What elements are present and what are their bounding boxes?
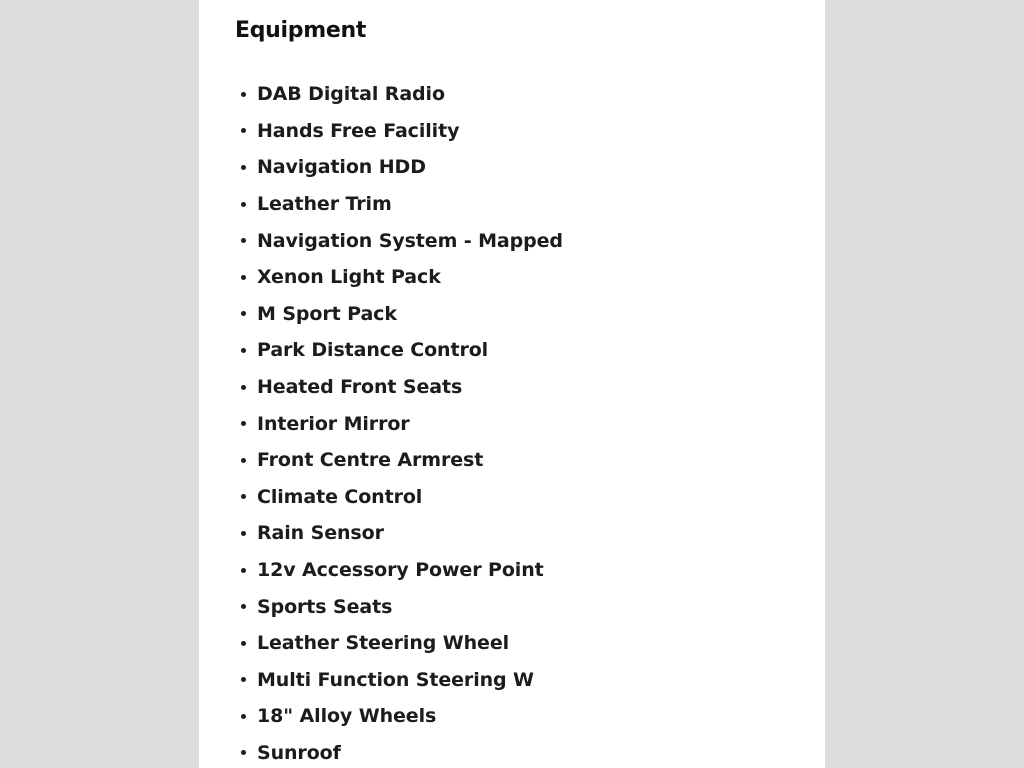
- bullet-icon: [241, 750, 246, 755]
- list-item-label: Rain Sensor: [257, 522, 384, 545]
- list-item: [237, 625, 563, 662]
- bullet-icon: [241, 458, 246, 463]
- list-item-label: Sunroof: [257, 741, 341, 764]
- list-item: [237, 332, 563, 369]
- list-item: [237, 552, 563, 589]
- bullet-icon: [241, 238, 246, 243]
- list-item-label: Hands Free Facility: [257, 119, 460, 142]
- bullet-icon: [241, 421, 246, 426]
- list-item: [237, 113, 563, 150]
- bullet-icon: [241, 385, 246, 390]
- list-item-label: Xenon Light Pack: [257, 266, 441, 289]
- list-item: [237, 369, 563, 406]
- list-item: [237, 662, 563, 699]
- list-item-label: Leather Trim: [257, 193, 392, 216]
- bullet-icon: [241, 604, 246, 609]
- bullet-icon: [241, 568, 246, 573]
- list-item: [237, 698, 563, 735]
- list-item: [237, 186, 563, 223]
- list-item: [237, 588, 563, 625]
- bullet-icon: [241, 494, 246, 499]
- list-item-label: Sports Seats: [257, 595, 393, 618]
- list-item-label: Navigation System - Mapped: [257, 229, 563, 252]
- list-item-label: DAB Digital Radio: [257, 83, 445, 106]
- bullet-icon: [241, 275, 246, 280]
- list-item-label: M Sport Pack: [257, 302, 397, 325]
- list-item: [237, 442, 563, 479]
- bullet-icon: [241, 677, 246, 682]
- list-item: [237, 405, 563, 442]
- bullet-icon: [241, 128, 246, 133]
- list-item-label: Park Distance Control: [257, 339, 489, 362]
- list-item-label: 12v Accessory Power Point: [257, 559, 544, 582]
- list-item-label: Navigation HDD: [257, 156, 426, 179]
- section-title: Equipment: [235, 18, 367, 43]
- bullet-icon: [241, 641, 246, 646]
- list-item: [237, 149, 563, 186]
- bullet-icon: [241, 92, 246, 97]
- list-item-label: Leather Steering Wheel: [257, 632, 510, 655]
- bullet-icon: [241, 165, 246, 170]
- bullet-icon: [241, 202, 246, 207]
- list-item: [237, 515, 563, 552]
- equipment-panel: [199, 0, 825, 768]
- list-item: [237, 222, 563, 259]
- list-item: [237, 479, 563, 516]
- bullet-icon: [241, 311, 246, 316]
- equipment-list: [237, 76, 563, 768]
- list-item-label: Front Centre Armrest: [257, 449, 484, 472]
- list-item: [237, 76, 563, 113]
- bullet-icon: [241, 531, 246, 536]
- bullet-icon: [241, 714, 246, 719]
- list-item: [237, 259, 563, 296]
- list-item: [237, 296, 563, 333]
- list-item-label: Heated Front Seats: [257, 376, 463, 399]
- bullet-icon: [241, 348, 246, 353]
- list-item-label: Climate Control: [257, 485, 423, 508]
- list-item-label: Multi Function Steering W: [257, 668, 534, 691]
- list-item-label: Interior Mirror: [257, 412, 410, 435]
- list-item: [237, 735, 563, 768]
- list-item-label: 18" Alloy Wheels: [257, 705, 437, 728]
